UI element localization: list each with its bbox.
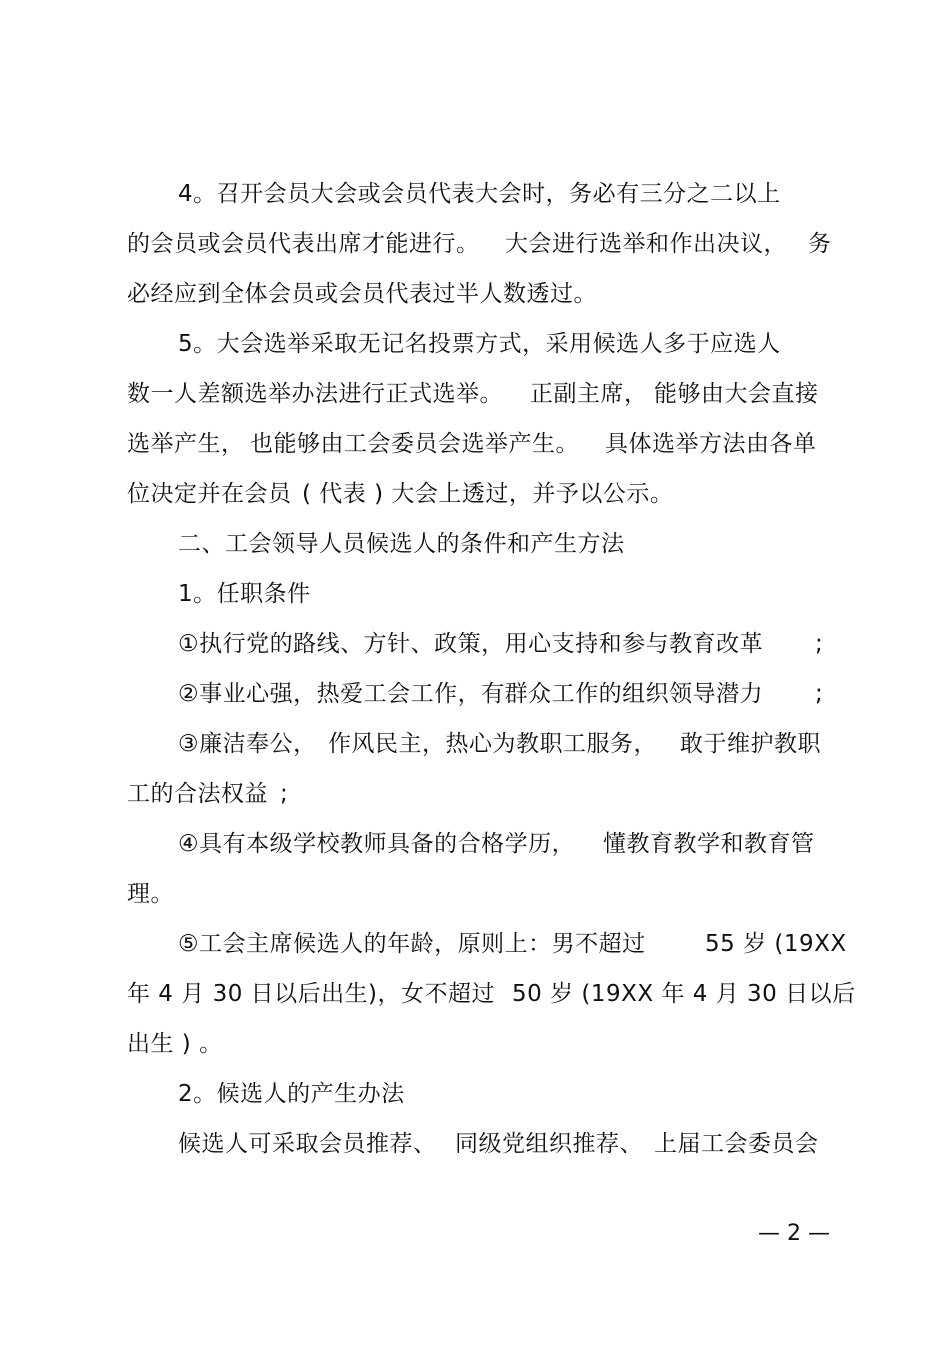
text-segment: ④具有本级学校教师具备的合格学历， bbox=[178, 831, 576, 857]
condition-5-line-2 bbox=[0, 974, 950, 1014]
condition-5-line-1 bbox=[0, 924, 950, 964]
text-segment: ; bbox=[815, 681, 824, 707]
paragraph-4-line-3 bbox=[0, 274, 950, 314]
text-segment: 同级党组织推荐、 bbox=[455, 1131, 643, 1157]
text-segment: 具体选举方法由各单 bbox=[605, 431, 817, 457]
text-segment: ⑤工会主席候选人的年龄，原则上：男不超过 bbox=[178, 931, 646, 957]
text-segment: ③廉洁奉公， bbox=[178, 731, 317, 757]
text-segment: 4。召开会员大会或会员代表大会时，务必有三分之二以上 bbox=[178, 181, 781, 207]
text-segment: 年 4 月 30 日以后出生 bbox=[127, 981, 369, 1007]
text-segment: 务 bbox=[808, 231, 832, 257]
text-segment: ; bbox=[280, 781, 289, 807]
condition-1 bbox=[0, 624, 950, 664]
paragraph-5-line-2 bbox=[0, 374, 950, 414]
text-segment: 能够由大会直接 bbox=[654, 381, 819, 407]
text-segment: 选举产生， bbox=[127, 431, 245, 457]
page-number: — 2 — bbox=[758, 1221, 830, 1246]
condition-4-line-2 bbox=[0, 874, 950, 914]
text-segment: 懂教育教学和教育管 bbox=[603, 831, 815, 857]
text-segment: 敢于维护教职 bbox=[680, 731, 821, 757]
condition-3-line-1 bbox=[0, 724, 950, 764]
text-segment: 二、工会领导人员候选人的条件和产生方法 bbox=[178, 531, 625, 557]
text-segment: 大会进行选举和作出决议， bbox=[505, 231, 787, 257]
text-segment: 位决定并在会员 bbox=[127, 481, 292, 507]
text-segment: 也能够由工会委员会选举产生。 bbox=[250, 431, 579, 457]
paragraph-5-line-1 bbox=[0, 324, 950, 364]
text-segment: 出生 ) 。 bbox=[127, 1031, 223, 1057]
text-segment: 工的合法权益 bbox=[127, 781, 268, 807]
text-segment: 50 岁 (19XX 年 4 月 30 日以后 bbox=[512, 981, 856, 1007]
subsection-heading-2 bbox=[0, 1074, 950, 1114]
candidate-method-line-1 bbox=[0, 1124, 950, 1164]
text-segment: 候选人可采取会员推荐、 bbox=[178, 1131, 437, 1157]
text-segment: 数一人差额选举办法进行正式选举。 bbox=[127, 381, 503, 407]
paragraph-5-line-3 bbox=[0, 424, 950, 464]
text-segment: 上届工会委员会 bbox=[654, 1131, 819, 1157]
condition-2 bbox=[0, 674, 950, 714]
paragraph-4-line-2 bbox=[0, 224, 950, 264]
text-segment: 作风民主，热心为教职工服务， bbox=[328, 731, 657, 757]
text-segment: )，女不超过 bbox=[368, 981, 495, 1007]
text-segment: 5。大会选举采取无记名投票方式，采用候选人多于应选人 bbox=[178, 331, 781, 357]
text-segment: 正副主席， bbox=[530, 381, 648, 407]
condition-5-line-3 bbox=[0, 1024, 950, 1064]
text-segment: 的会员或会员代表出席才能进行。 bbox=[127, 231, 480, 257]
text-segment: ; bbox=[815, 631, 824, 657]
condition-3-line-2 bbox=[0, 774, 950, 814]
text-segment: ( 代表 ) 大会上透过，并予以公示。 bbox=[302, 481, 674, 507]
text-segment: 55 岁 (19XX bbox=[705, 931, 847, 957]
condition-4-line-1 bbox=[0, 824, 950, 864]
section-heading-2 bbox=[0, 524, 950, 564]
text-segment: ②事业心强，热爱工会工作，有群众工作的组织领导潜力 bbox=[178, 681, 764, 707]
text-segment: 理。 bbox=[127, 881, 174, 907]
paragraph-5-line-4 bbox=[0, 474, 950, 514]
text-segment: 必经应到全体会员或会员代表过半人数透过。 bbox=[127, 281, 597, 307]
paragraph-4-line-1 bbox=[0, 174, 950, 214]
text-segment: 2。候选人的产生办法 bbox=[178, 1081, 405, 1107]
text-segment: ①执行党的路线、方针、政策，用心支持和参与教育改革 bbox=[178, 631, 764, 657]
subsection-heading-1 bbox=[0, 574, 950, 614]
text-segment: 1。任职条件 bbox=[178, 581, 311, 607]
